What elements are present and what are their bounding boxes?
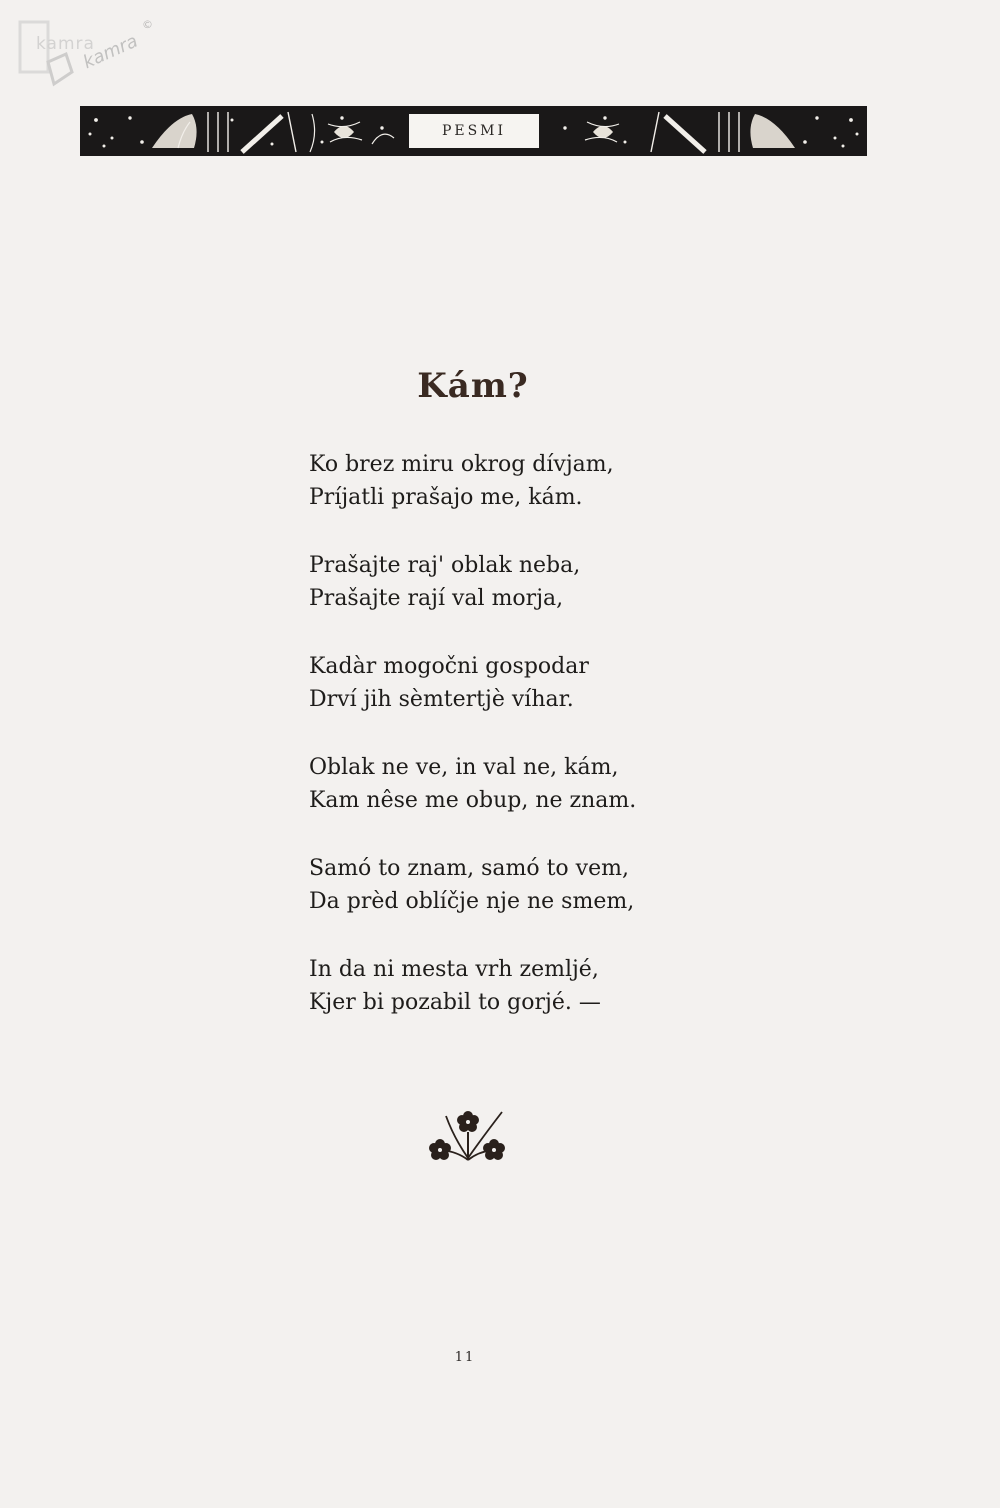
poem-line: Kam nêse me obup, ne znam. xyxy=(309,788,637,813)
stanza xyxy=(309,549,769,615)
stanza xyxy=(309,650,769,716)
page-number: 11 xyxy=(454,1350,476,1365)
poem-line: Prašajte raj' oblak neba, xyxy=(309,553,581,578)
poem-line: In da ni mesta vrh zemljé, xyxy=(309,957,599,982)
stanza xyxy=(309,953,769,1019)
poem-body xyxy=(309,448,769,1054)
poem-line: Kjer bi pozabil to gorjé. — xyxy=(309,990,601,1015)
watermark xyxy=(14,14,154,104)
poem-line: Samó to znam, samó to vem, xyxy=(309,856,629,881)
poem-line: Príjatli prašajo me, kám. xyxy=(309,485,583,510)
poem-title: Kám? xyxy=(417,366,529,406)
poem-line: Ko brez miru okrog dívjam, xyxy=(309,452,614,477)
watermark-logo-icon xyxy=(14,14,74,94)
poem-line: Drví jih sèmtertjè víhar. xyxy=(309,687,574,712)
watermark-text-rotated: kamra xyxy=(80,30,141,74)
flower-ornament-icon xyxy=(428,1108,508,1168)
poem-line: Da prèd oblíčje nje ne smem, xyxy=(309,889,635,914)
watermark-copyright: © xyxy=(142,18,153,31)
stanza xyxy=(309,448,769,514)
stanza xyxy=(309,852,769,918)
poem-line: Kadàr mogočni gospodar xyxy=(309,654,589,679)
header-label: PESMI xyxy=(441,123,507,139)
poem-line: Oblak ne ve, in val ne, kám, xyxy=(309,755,619,780)
poem-line: Prašajte rají val morja, xyxy=(309,586,564,611)
watermark-text: kamra xyxy=(36,34,95,54)
stanza xyxy=(309,751,769,817)
header-label-box xyxy=(407,112,541,150)
header-banner xyxy=(80,106,867,156)
flower-ornament xyxy=(428,1108,508,1172)
